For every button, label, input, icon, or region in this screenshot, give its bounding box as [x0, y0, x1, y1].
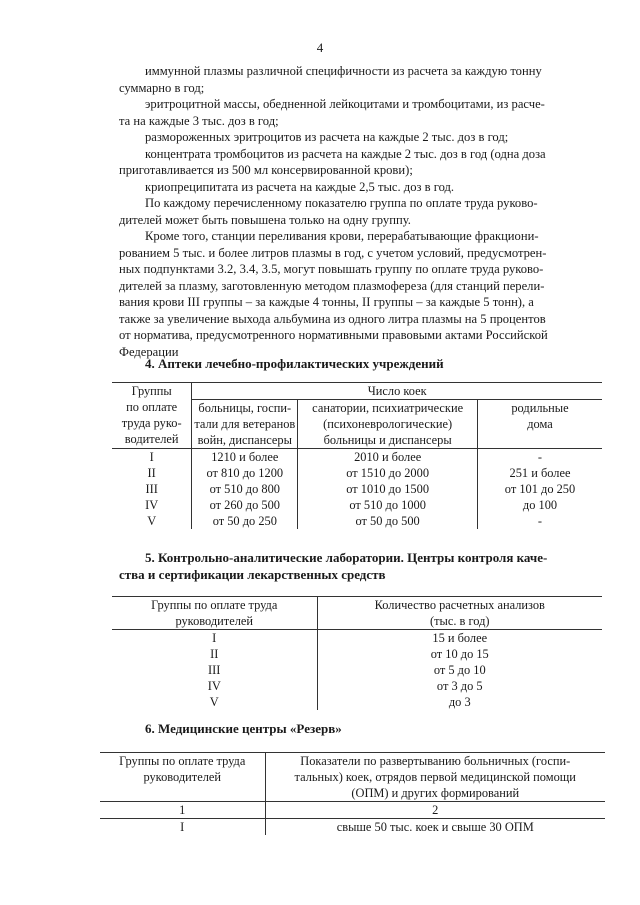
intro-line: приготавливается из 500 мл консервированной крови);: [119, 163, 413, 177]
intro-line: та на каждые 3 тыс. доз в год;: [119, 113, 279, 128]
section-6-heading: 6. Медицинские центры «Резерв»: [145, 721, 342, 736]
paragraph-line: дителей может быть повышена только на одну группу.: [119, 212, 411, 227]
analyses-column-header: Количество расчетных анализов (тыс. в год): [317, 597, 602, 630]
intro-line: иммунной плазмы различной специфичности из расчета за каждую тонну: [145, 64, 542, 78]
paragraph-two: [119, 228, 595, 360]
intro-line: суммарно в год;: [119, 80, 205, 95]
group-column-header: Группы по оплате труда руководителей: [112, 597, 317, 630]
intro-line: размороженных эритроцитов из расчета на каждые 2 тыс. доз в год;: [145, 130, 509, 144]
paragraph-line: Федерации: [119, 344, 179, 359]
table-row: III от 510 до 800 от 1010 до 1500 от 101 до 250: [112, 481, 602, 497]
group-column-header: Группы по оплате труда руководителей: [100, 753, 265, 802]
sanatoria-column-header: санатории, психиатрические (психоневрологические) больницы и диспансеры: [298, 400, 478, 449]
beds-header: Число коек: [192, 383, 602, 400]
page-number: 4: [316, 40, 324, 55]
reserve-centers-table: [100, 752, 605, 835]
intro-line: эритроцитной массы, обедненной лейкоцитами и тромбоцитами, из расче-: [145, 97, 545, 111]
table-row: II от 810 до 1200 от 1510 до 2000 251 и более: [112, 465, 602, 481]
table-row: III от 5 до 10: [112, 662, 602, 678]
maternity-column-header: родильные дома: [478, 400, 603, 449]
indicators-column-header: Показатели по развертыванию больничных (госпи- тальных) коек, отрядов первой медицинской помощи (ОПМ) и других формирований: [265, 753, 605, 802]
table-row: I свыше 50 тыс. коек и свыше 30 ОПМ: [100, 819, 605, 836]
table-row: IV от 3 до 5: [112, 678, 602, 694]
group-column-header: Группы по оплате труда руко- водителей: [112, 383, 192, 449]
section-4-heading: 4. Аптеки лечебно-профилактических учреждений: [145, 356, 444, 371]
column-number-row: 1 2: [100, 802, 605, 819]
laboratories-table: [112, 596, 602, 710]
paragraph-line: вания крови III группы – за каждые 4 тонны, II группы – за каждые 5 тонн), а: [119, 295, 534, 309]
paragraph-line: дителей за плазму, заготовленную методом плазмофереза (для станций перели-: [119, 278, 545, 293]
table-row: V до 3: [112, 694, 602, 710]
paragraph-line: также за увеличение выхода альбумина из одного литра плазмы на 5 процентов: [119, 311, 546, 326]
paragraph-line: По каждому перечисленному показателю группа по оплате труда руково-: [145, 196, 538, 210]
hospitals-column-header: больницы, госпи- тали для ветеранов войн, диспансеры: [192, 400, 298, 449]
paragraph-line: ных подпунктами 3.2, 3.4, 3.5, могут повышать группу по оплате труда руково-: [119, 262, 544, 276]
intro-list: [119, 63, 595, 195]
table-row: I 15 и более: [112, 630, 602, 647]
pharmacies-table: [112, 382, 602, 529]
table-row: II от 10 до 15: [112, 646, 602, 662]
paragraph-line: Кроме того, станции переливания крови, перерабатывающие фракциони-: [145, 229, 539, 243]
paragraph-line: рованием 5 тыс. и более литров плазмы в год, с учетом условий, предусмотрен-: [119, 245, 547, 260]
table-row: I 1210 и более 2010 и более -: [112, 449, 602, 466]
intro-line: криопреципитата из расчета на каждые 2,5 тыс. доз в год.: [145, 179, 455, 194]
table-row: IV от 260 до 500 от 510 до 1000 до 100: [112, 497, 602, 513]
paragraph-line: от норматива, предусмотренного нормативными правовыми актами Российской: [119, 328, 548, 342]
paragraph-one: [119, 195, 595, 228]
section-5-heading: 5. Контрольно-аналитические лаборатории. Центры контроля каче- ства и сертификации лекарственных средств: [119, 550, 548, 582]
intro-line: концентрата тромбоцитов из расчета на каждые 2 тыс. доз в год (одна доза: [145, 146, 546, 161]
table-row: V от 50 до 250 от 50 до 500 -: [112, 513, 602, 529]
